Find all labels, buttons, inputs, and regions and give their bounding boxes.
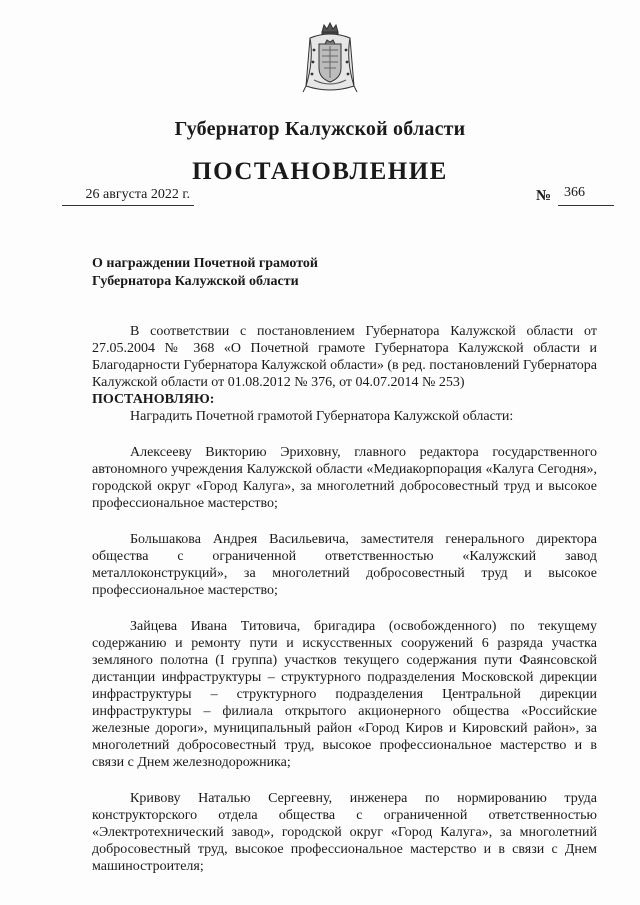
document-number: 366 bbox=[564, 185, 585, 200]
award-intro: Наградить Почетной грамотой Губернатора Калужской области: bbox=[130, 409, 514, 424]
preamble-paragraph: В соответствии с постановлением Губернатора Калужской области от 27.05.2004 № 368 «О Почетной грамоте Губернатора Калужской области и Благодарности Губернатора Калужской области» (в ред. постановлений Губернатора Калужской области от 01.08.2012 № 376, от 04.07.2014 № 253) bbox=[92, 324, 597, 390]
awardee-paragraph: Большакова Андрея Васильевича, заместителя генерального директора общества с ограниченной ответственностью «Калужский завод металлоконструкций», за многолетний добросовестный труд и высокое профессиональное мастерство; bbox=[92, 532, 597, 598]
number-sign: № bbox=[536, 188, 552, 204]
coat-of-arms-emblem bbox=[300, 20, 360, 98]
document-subject bbox=[92, 255, 318, 291]
subject-line-2: Губернатора Калужской области bbox=[92, 274, 299, 289]
awardee-paragraph: Зайцева Ивана Титовича, бригадира (освобожденного) по текущему содержанию и ремонту пути и искусственных сооружений 6 разряда участка земляного полотна (I группа) участков текущего содержания пути Фаянсовской дистанции инфраструктуры – структурного подразделения Московской дирекции инфраструктуры – структурного подразделения Центральной дирекции инфраструктуры – филиала открытого акционерного общества «Российские железные дороги», муниципальный район «Город Киров и Кировский район», за многолетний добросовестный труд, высокое профессиональное мастерство и в связи с Днем железнодорожника; bbox=[92, 619, 597, 770]
document-type: ПОСТАНОВЛЕНИЕ bbox=[192, 158, 448, 185]
subject-line-1: О награждении Почетной грамотой bbox=[92, 256, 318, 271]
date-field bbox=[62, 187, 194, 206]
number-field bbox=[558, 185, 614, 206]
awardee-paragraph: Алексееву Викторию Эриховну, главного редактора государственного автономного учреждения Калужской области «Медиакорпорация «Калуга Сегодня», городской округ «Город Калуга», за многолетний добросовестный труд и высокое профессиональное мастерство; bbox=[92, 445, 597, 511]
decree-heading: ПОСТАНОВЛЯЮ: bbox=[92, 392, 215, 407]
awardee-paragraph: Кривову Наталью Сергеевну, инженера по нормированию труда конструкторского отдела общества с ограниченной ответственностью «Электротехнический завод», городской округ «Город Калуга», за многолетний добросовестный труд, высокое профессиональное мастерство и в связи с Днем машиностроителя; bbox=[92, 791, 597, 874]
issuer-title: Губернатор Калужской области bbox=[174, 118, 466, 140]
document-date: 26 августа 2022 г. bbox=[85, 187, 190, 202]
document-body bbox=[92, 323, 597, 875]
